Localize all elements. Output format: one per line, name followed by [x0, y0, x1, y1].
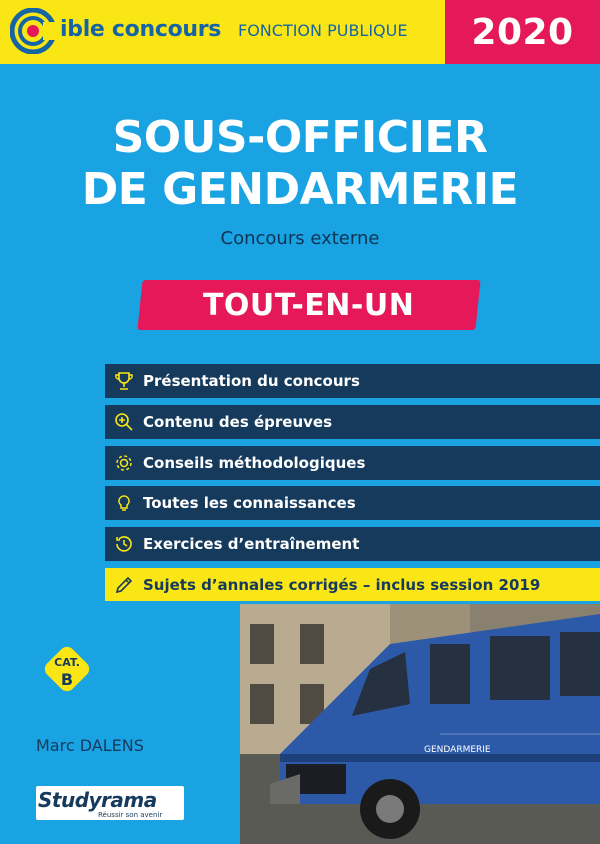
- feature-row: [105, 405, 600, 439]
- feature-label: Présentation du concours: [143, 372, 360, 390]
- feature-row-highlight: [105, 568, 600, 601]
- category-value: B: [60, 670, 74, 689]
- feature-row: [105, 446, 600, 480]
- feature-row: [105, 364, 600, 398]
- badge-label: TOUT-EN-UN: [203, 287, 415, 323]
- title-line-1: SOUS-OFFICIER: [112, 112, 488, 163]
- trophy-icon: [105, 364, 143, 398]
- feature-label: Sujets d’annales corrigés – inclus session 2019: [143, 575, 541, 594]
- collection-banner: [0, 0, 445, 64]
- clock-icon: [105, 527, 143, 561]
- publisher-tagline: Réussir son avenir: [98, 811, 163, 819]
- gendarmerie-van-photo: [240, 604, 600, 844]
- feature-label: Toutes les connaissances: [143, 494, 356, 512]
- feature-row: [105, 486, 600, 520]
- category-diamond-icon: [38, 640, 96, 698]
- author-name: Marc DALENS: [36, 736, 144, 755]
- category-label: CAT.: [54, 656, 80, 669]
- edition-year: 2020: [471, 11, 574, 53]
- feature-row: [105, 527, 600, 561]
- magnifier-plus-icon: [105, 405, 143, 439]
- feature-label: Contenu des épreuves: [143, 413, 333, 431]
- collection-name: ible concours: [60, 17, 222, 42]
- pencil-icon: [105, 568, 143, 602]
- collection-subtitle: FONCTION PUBLIQUE: [238, 21, 408, 40]
- gear-icon: [105, 446, 143, 480]
- tout-en-un-badge: [137, 280, 480, 330]
- cible-target-icon: [10, 8, 56, 54]
- van-label: GENDARMERIE: [424, 745, 491, 755]
- feature-label: Exercices d’entraînement: [143, 535, 360, 553]
- lightbulb-icon: [105, 486, 143, 520]
- subtitle: Concours externe: [220, 228, 380, 249]
- title-line-2: DE GENDARMERIE: [81, 164, 519, 215]
- publisher-name: Studyrama: [38, 788, 157, 812]
- feature-label: Conseils méthodologiques: [143, 454, 366, 472]
- edition-year-box: [445, 0, 600, 64]
